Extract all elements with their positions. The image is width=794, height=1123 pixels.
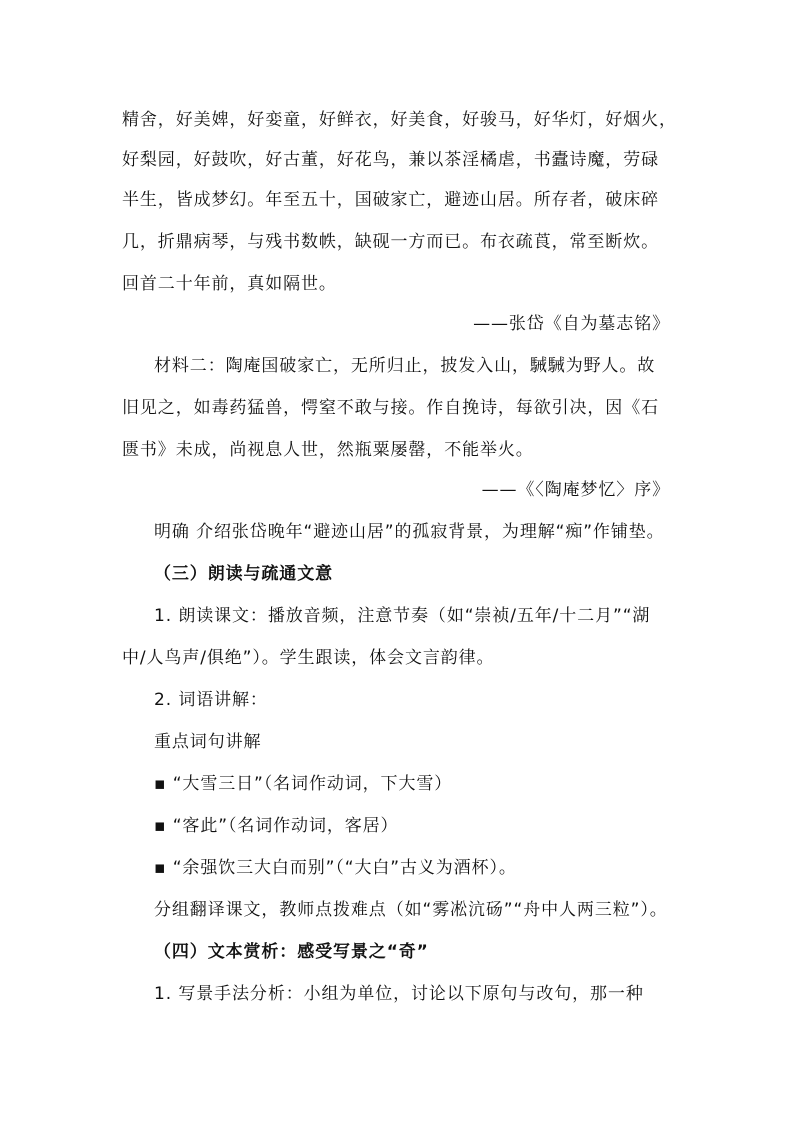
text-line: 好梨园，好鼓吹，好古董，好花鸟，兼以茶淫橘虐，书蠹诗魔，劳碌 (122, 150, 659, 170)
text-line: 匮书》未成，尚视息人世，然瓶粟屡罄，不能举火。 (122, 440, 534, 460)
section-heading: （四）文本赏析：感受写景之“奇” (154, 942, 429, 962)
bullet-item: ▪ “余强饮三大白而别”（“大白”古义为酒杯）。 (154, 858, 517, 878)
text-line: 旧见之，如毒药猛兽，愕窒不敢与接。作自挽诗，每欲引决，因《石 (122, 398, 659, 418)
text-line: 回首二十年前，真如隔世。 (122, 274, 337, 294)
text-line: 重点词句讲解 (154, 732, 262, 752)
text-line: 半生，皆成梦幻。年至五十，国破家亡，避迹山居。所存者，破床碎 (122, 190, 659, 210)
text-line: 材料二：陶庵国破家亡，无所归止，披发入山，駴駴为野人。故 (154, 356, 656, 376)
text-line: 1. 写景手法分析：小组为单位，讨论以下原句与改句，那一种 (154, 984, 644, 1004)
bullet-item: ▪ “客此”（名词作动词，客居） (154, 816, 399, 836)
text-line: 2. 词语讲解： (154, 690, 268, 710)
bullet-item: ▪ “大雪三日”（名词作动词，下大雪） (154, 774, 453, 794)
text-line: 明确 介绍张岱晚年“避迹山居”的孤寂背景，为理解“痴”作铺垫。 (154, 522, 665, 542)
text-line: 中/人鸟声/俱绝”）。学生跟读，体会文言韵律。 (122, 648, 495, 668)
citation-line: ——张岱《自为墓志铭》 (473, 314, 670, 334)
citation-line: ——《〈陶庵梦忆〉序》 (481, 480, 670, 500)
text-line: 分组翻译课文，教师点拨难点（如“雾凇沆砀”“舟中人两三粒”）。 (154, 900, 668, 920)
text-line: 精舍，好美婢，好娈童，好鲜衣，好美食，好骏马，好华灯，好烟火， (122, 110, 677, 130)
text-line: 1. 朗读课文：播放音频，注意节奏（如“崇祯/五年/十二月”“湖 (154, 606, 651, 626)
text-line: 几，折鼎病琴，与残书数帙，缺砚一方而已。布衣疏莨，常至断炊。 (122, 232, 659, 252)
section-heading: （三）朗读与疏通文意 (154, 564, 333, 584)
